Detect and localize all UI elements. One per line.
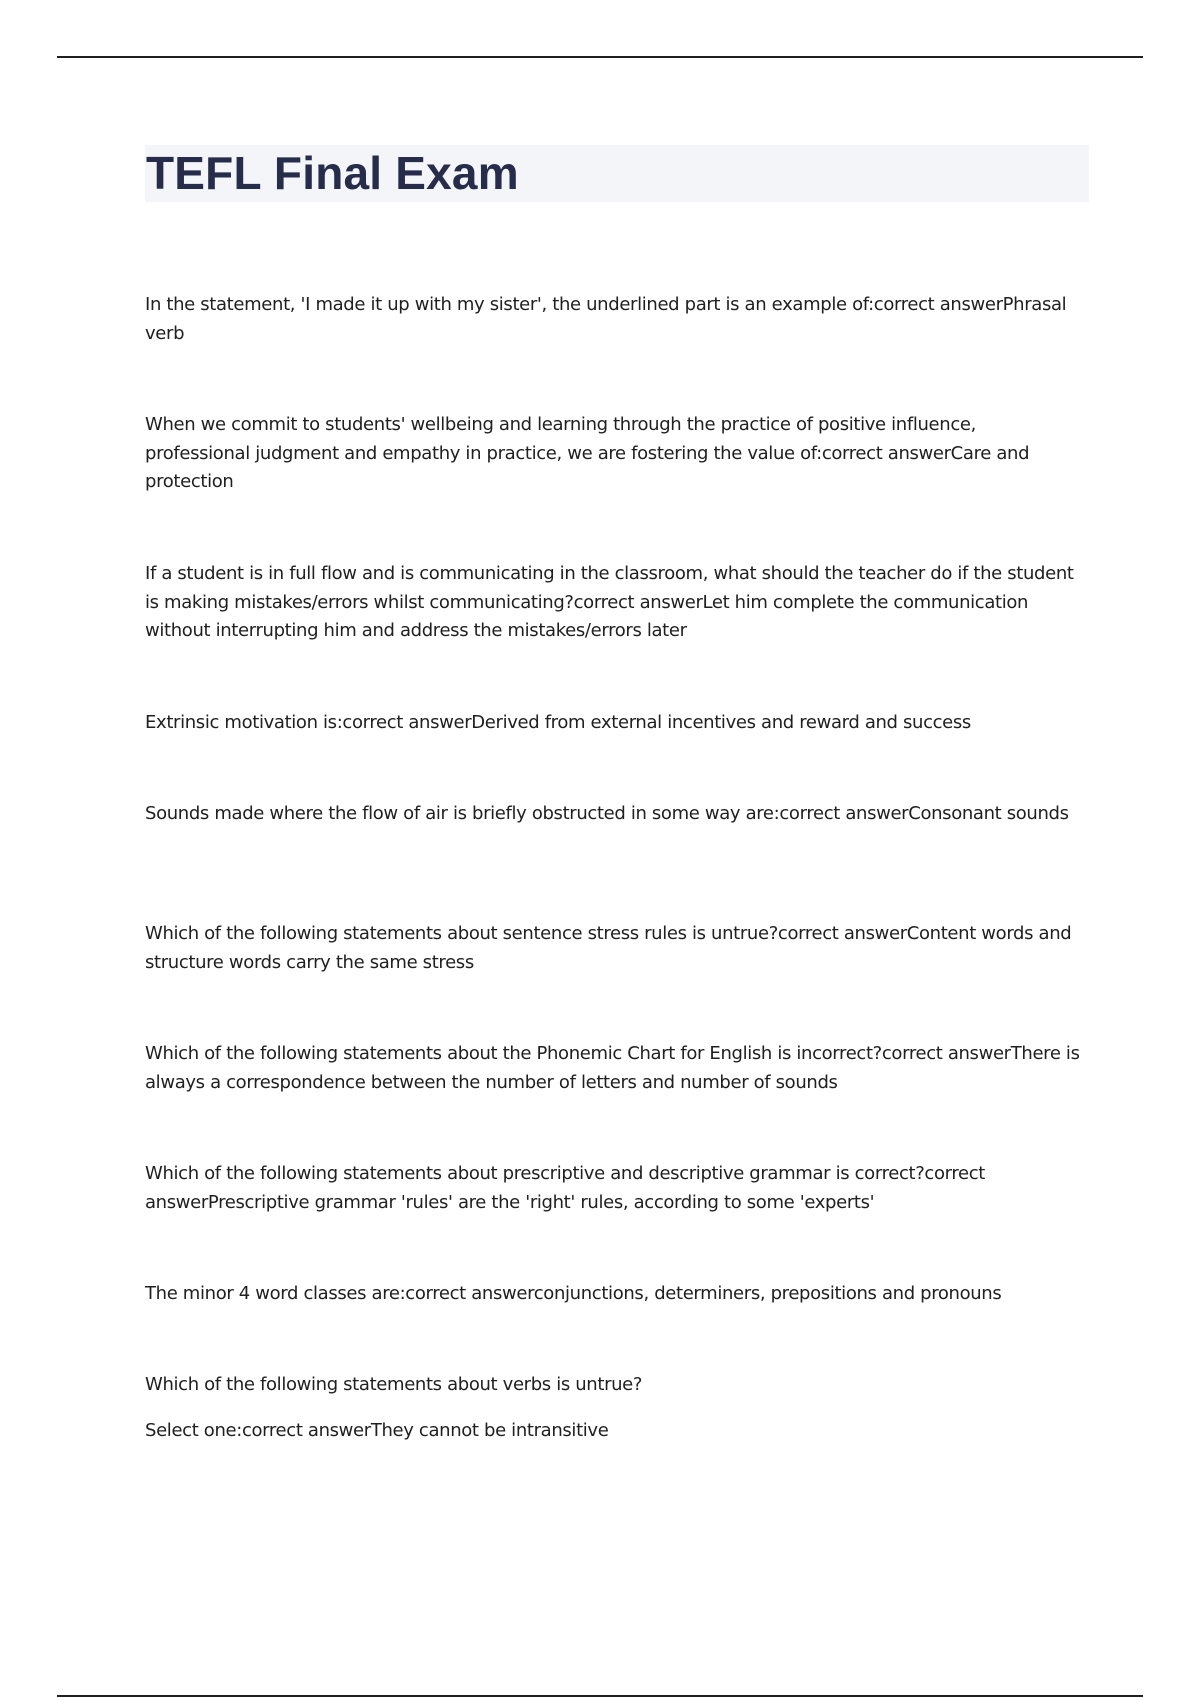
page-title: TEFL Final Exam	[146, 147, 519, 199]
qa-item-4: Extrinsic motivation is:correct answerDerived from external incentives and reward and success	[145, 712, 971, 733]
qa-item-8: Which of the following statements about prescriptive and descriptive grammar is correct?correct answerPrescriptive grammar 'rules' are the 'right' rules, according to some 'experts'	[145, 1163, 985, 1213]
qa-item-5: Sounds made where the flow of air is briefly obstructed in some way are:correct answerConsonant sounds	[145, 803, 1069, 824]
qa-item-2: When we commit to students' wellbeing and learning through the practice of positive influence, professional judgment and empathy in practice, we are fostering the value of:correct answerCare and protection	[145, 414, 1030, 492]
header-rule	[57, 56, 1143, 58]
qa-item-3: If a student is in full flow and is communicating in the classroom, what should the teacher do if the student is making mistakes/errors whilst communicating?correct answerLet him complete the communication without interrupting him and address the mistakes/errors later	[145, 563, 1074, 641]
qa-item-10-answer: Select one:correct answerThey cannot be intransitive	[145, 1420, 609, 1441]
qa-item-6: Which of the following statements about sentence stress rules is untrue?correct answerContent words and structure words carry the same stress	[145, 923, 1072, 973]
qa-item-10: Which of the following statements about verbs is untrue?	[145, 1374, 643, 1395]
footer-rule	[57, 1695, 1143, 1697]
qa-item-1: In the statement, 'I made it up with my sister', the underlined part is an example of:correct answerPhrasal verb	[145, 294, 1067, 344]
qa-item-9: The minor 4 word classes are:correct answerconjunctions, determiners, prepositions and pronouns	[145, 1283, 1002, 1304]
qa-item-7: Which of the following statements about the Phonemic Chart for English is incorrect?correct answerThere is always a correspondence between the number of letters and number of sounds	[145, 1043, 1080, 1093]
